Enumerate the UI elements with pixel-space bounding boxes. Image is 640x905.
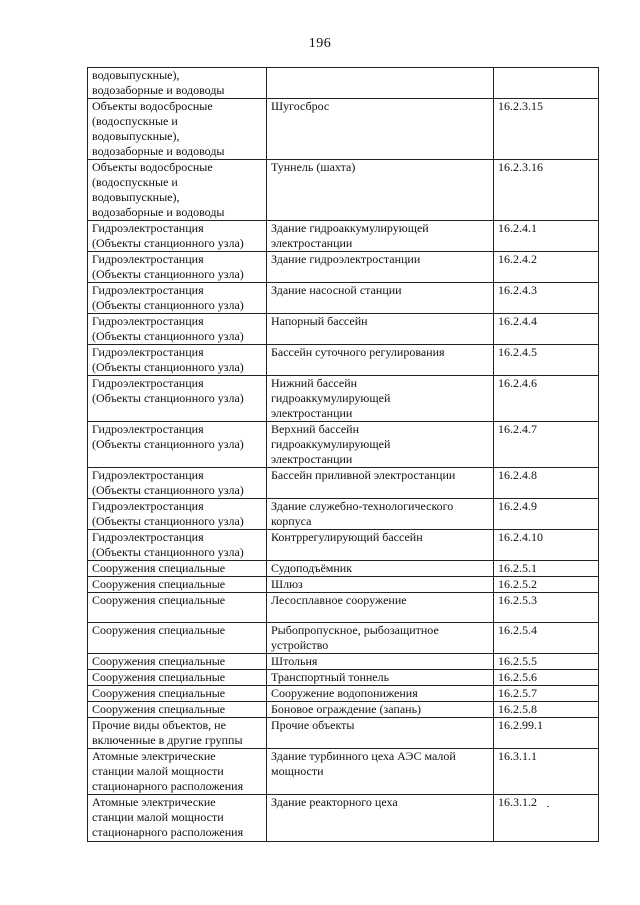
object-name-cell: Здание насосной станции: [267, 283, 494, 314]
table-row: [88, 283, 599, 314]
object-name-cell: Транспортный тоннель: [267, 670, 494, 686]
object-code-cell: 16.2.4.5: [494, 345, 599, 376]
object-code-cell: 16.2.5.1: [494, 561, 599, 577]
table-row: [88, 252, 599, 283]
object-type-cell: Гидроэлектростанция (Объекты станционного узла): [88, 376, 267, 422]
table-row: [88, 561, 599, 577]
table-body: [88, 68, 599, 842]
object-type-cell: Гидроэлектростанция (Объекты станционного узла): [88, 345, 267, 376]
object-type-cell: Сооружения специальные: [88, 686, 267, 702]
table-row: [88, 795, 599, 842]
object-type-cell: Сооружения специальные: [88, 561, 267, 577]
object-type-cell: Гидроэлектростанция (Объекты станционного узла): [88, 314, 267, 345]
object-code-cell: 16.2.5.5: [494, 654, 599, 670]
object-type-cell: Объекты водосбросные (водоспускные и водовыпускные), водозаборные и водоводы: [88, 160, 267, 221]
table-row: [88, 68, 599, 99]
object-name-cell: Шугосброс: [267, 99, 494, 160]
object-code-cell: 16.2.5.8: [494, 702, 599, 718]
table-row: [88, 221, 599, 252]
object-name-cell: Здание реакторного цеха: [267, 795, 494, 842]
object-name-cell: Здание служебно-технологического корпуса: [267, 499, 494, 530]
object-code-cell: 16.2.4.10: [494, 530, 599, 561]
object-name-cell: Боновое ограждение (запань): [267, 702, 494, 718]
object-name-cell: [267, 68, 494, 99]
object-name-cell: Сооружение водопонижения: [267, 686, 494, 702]
object-name-cell: Здание гидроаккумулирующей электростанции: [267, 221, 494, 252]
object-type-cell: Гидроэлектростанция (Объекты станционного узла): [88, 221, 267, 252]
object-type-cell: Объекты водосбросные (водоспускные и водовыпускные), водозаборные и водоводы: [88, 99, 267, 160]
object-type-cell: Гидроэлектростанция (Объекты станционного узла): [88, 468, 267, 499]
object-name-cell: Рыбопропускное, рыбозащитное устройство: [267, 623, 494, 654]
object-type-cell: Сооружения специальные: [88, 593, 267, 623]
object-name-cell: Нижний бассейн гидроаккумулирующей электростанции: [267, 376, 494, 422]
object-type-cell: Гидроэлектростанция (Объекты станционного узла): [88, 252, 267, 283]
table-row: [88, 499, 599, 530]
object-type-cell: Сооружения специальные: [88, 577, 267, 593]
object-name-cell: Туннель (шахта): [267, 160, 494, 221]
object-type-cell: Сооружения специальные: [88, 702, 267, 718]
object-code-cell: 16.2.3.16: [494, 160, 599, 221]
table-row: [88, 702, 599, 718]
object-name-cell: Штольня: [267, 654, 494, 670]
object-type-cell: Гидроэлектростанция (Объекты станционного узла): [88, 499, 267, 530]
table-row: [88, 654, 599, 670]
object-name-cell: Бассейн суточного регулирования: [267, 345, 494, 376]
object-type-cell: Прочие виды объектов, не включенные в другие группы: [88, 718, 267, 749]
object-type-cell: Гидроэлектростанция (Объекты станционного узла): [88, 422, 267, 468]
table-row: [88, 623, 599, 654]
object-name-cell: Шлюз: [267, 577, 494, 593]
object-type-cell: водовыпускные), водозаборные и водоводы: [88, 68, 267, 99]
table-row: [88, 376, 599, 422]
table-row: [88, 314, 599, 345]
object-code-cell: 16.2.5.6: [494, 670, 599, 686]
table-row: [88, 468, 599, 499]
object-code-cell: 16.3.1.2: [494, 795, 599, 842]
table-row: [88, 422, 599, 468]
table-row: [88, 670, 599, 686]
object-code-cell: 16.3.1.1: [494, 749, 599, 795]
table-row: [88, 686, 599, 702]
table-row: [88, 530, 599, 561]
table-row: [88, 718, 599, 749]
scan-mark: [547, 806, 549, 807]
object-name-cell: Лесосплавное сооружение: [267, 593, 494, 623]
object-code-cell: 16.2.5.2: [494, 577, 599, 593]
object-code-cell: 16.2.4.4: [494, 314, 599, 345]
object-type-cell: Сооружения специальные: [88, 623, 267, 654]
object-type-cell: Гидроэлектростанция (Объекты станционного узла): [88, 283, 267, 314]
object-type-cell: Сооружения специальные: [88, 654, 267, 670]
object-code-cell: 16.2.3.15: [494, 99, 599, 160]
object-code-cell: 16.2.4.2: [494, 252, 599, 283]
object-type-cell: Атомные электрические станции малой мощности стационарного расположения: [88, 795, 267, 842]
object-code-cell: 16.2.5.7: [494, 686, 599, 702]
object-type-cell: Атомные электрические станции малой мощности стационарного расположения: [88, 749, 267, 795]
object-name-cell: Контррегулирующий бассейн: [267, 530, 494, 561]
object-code-cell: 16.2.4.3: [494, 283, 599, 314]
object-code-cell: 16.2.4.7: [494, 422, 599, 468]
object-name-cell: Напорный бассейн: [267, 314, 494, 345]
object-name-cell: Здание гидроэлектростанции: [267, 252, 494, 283]
object-code-cell: 16.2.4.1: [494, 221, 599, 252]
object-code-cell: 16.2.4.8: [494, 468, 599, 499]
object-name-cell: Прочие объекты: [267, 718, 494, 749]
table-row: [88, 345, 599, 376]
table-row: [88, 749, 599, 795]
object-type-cell: Сооружения специальные: [88, 670, 267, 686]
page-number: 196: [308, 36, 332, 51]
object-code-cell: 16.2.4.9: [494, 499, 599, 530]
object-code-cell: [494, 68, 599, 99]
object-code-cell: 16.2.4.6: [494, 376, 599, 422]
object-code-cell: 16.2.99.1: [494, 718, 599, 749]
object-name-cell: Судоподъёмник: [267, 561, 494, 577]
object-name-cell: Здание турбинного цеха АЭС малой мощности: [267, 749, 494, 795]
object-name-cell: Бассейн приливной электростанции: [267, 468, 494, 499]
table-row: [88, 593, 599, 623]
table-row: [88, 577, 599, 593]
object-code-cell: 16.2.5.4: [494, 623, 599, 654]
object-code-cell: 16.2.5.3: [494, 593, 599, 623]
classification-table: [87, 67, 599, 842]
table-row: [88, 160, 599, 221]
object-name-cell: Верхний бассейн гидроаккумулирующей электростанции: [267, 422, 494, 468]
table-row: [88, 99, 599, 160]
object-type-cell: Гидроэлектростанция (Объекты станционного узла): [88, 530, 267, 561]
